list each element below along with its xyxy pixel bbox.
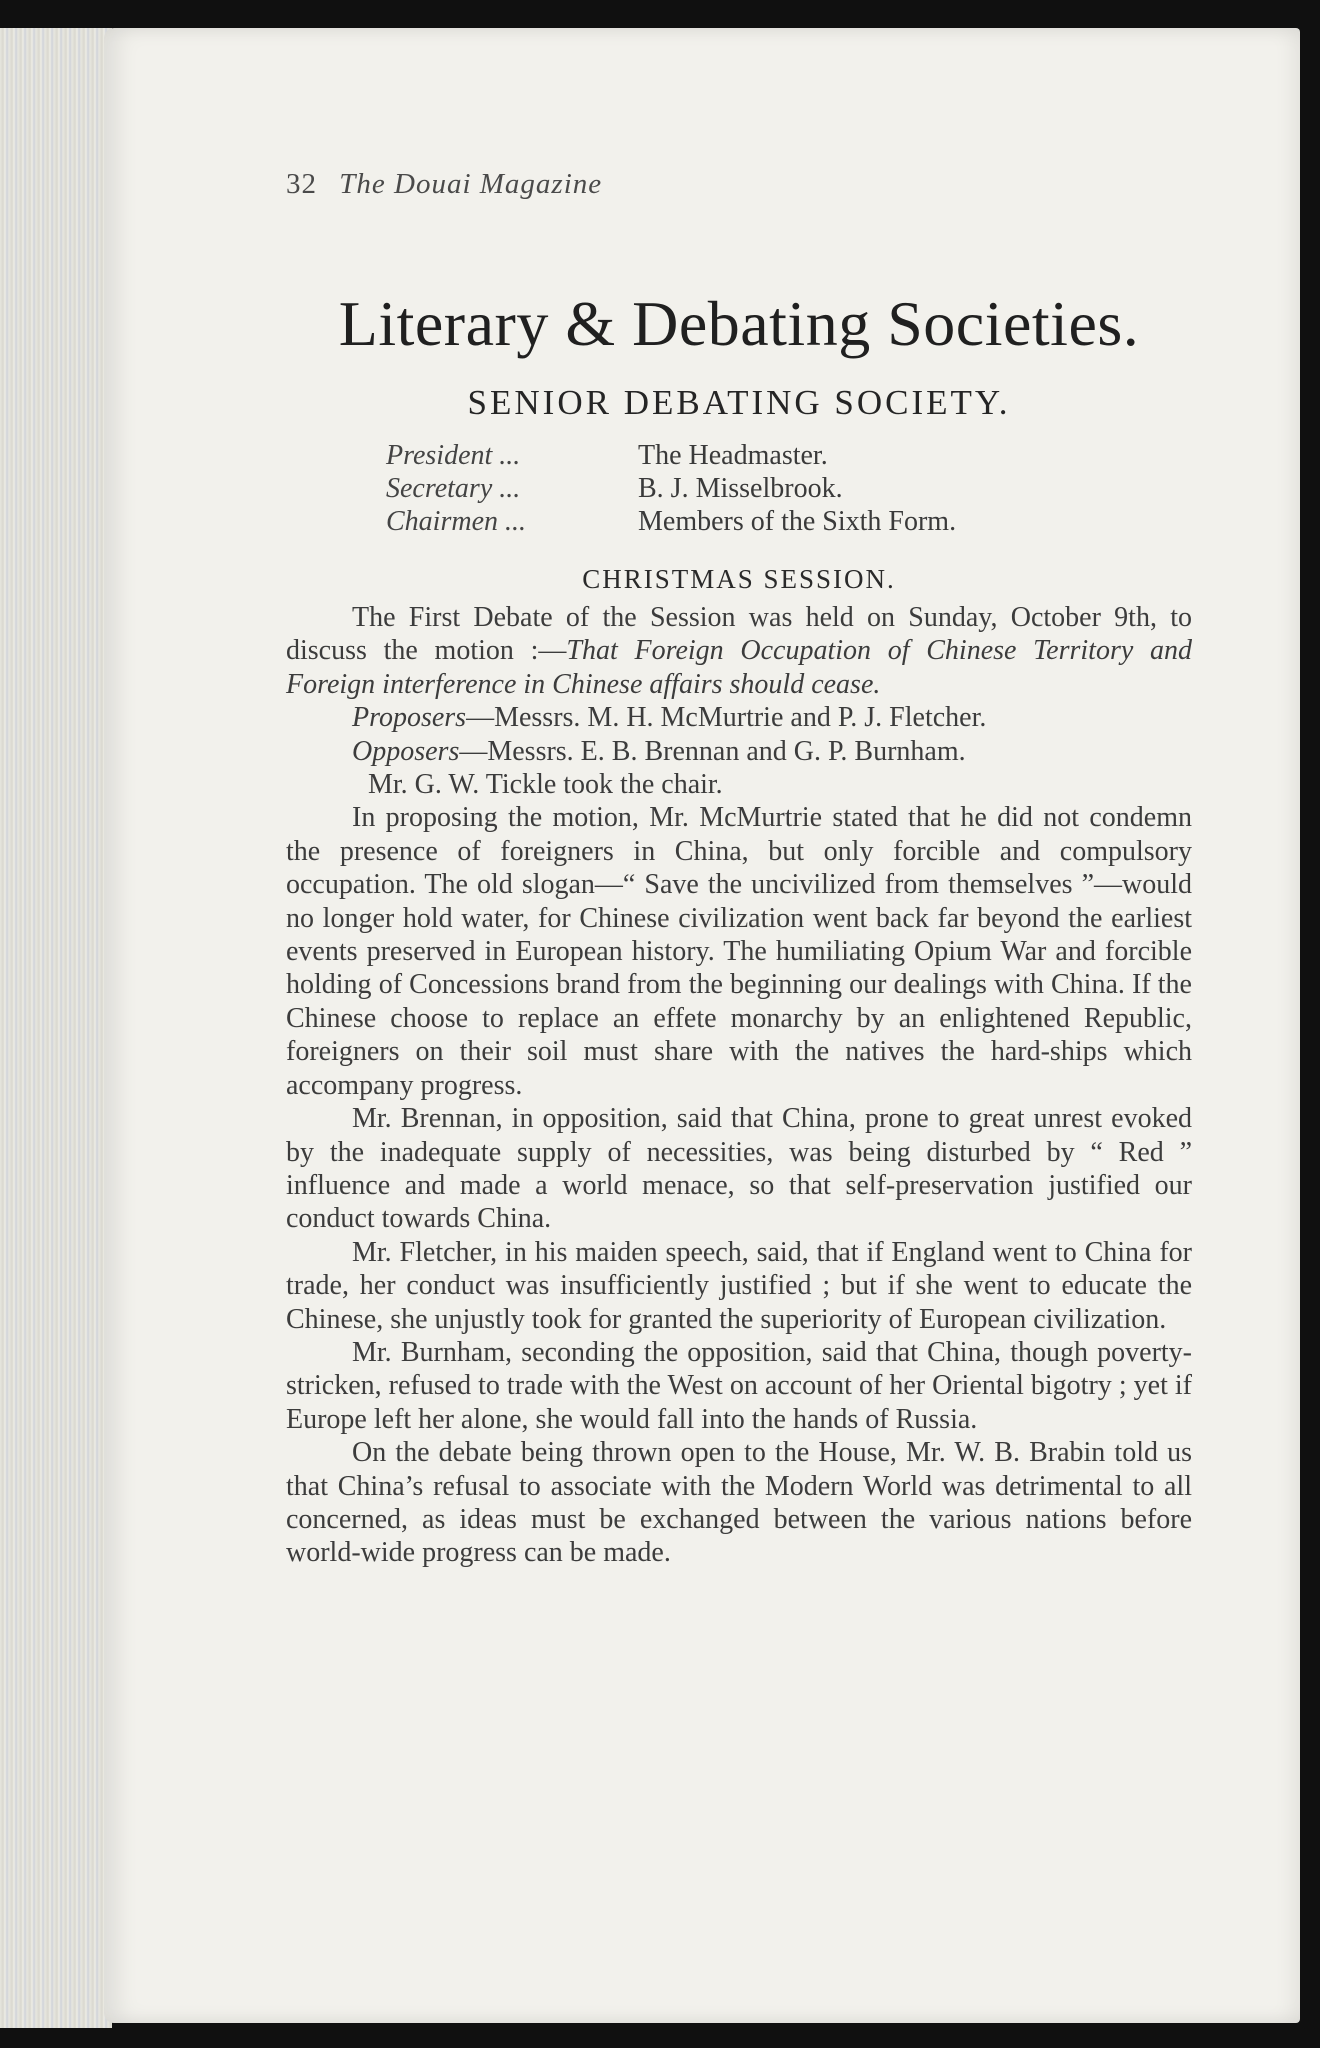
officer-row [386, 472, 1076, 505]
paragraph: On the debate being thrown open to the House, Mr. W. B. Brabin told us that China’s refusal to associate with the Modern World was detrimental to all concerned, as ideas must be exchanged between the various nations before world-wide progress can be made. [286, 1437, 1192, 1569]
officer-row [386, 505, 1076, 538]
officer-name: Members of the Sixth Form. [638, 506, 957, 537]
officer-role: President ... [386, 440, 521, 471]
officer-row [386, 439, 1076, 472]
magazine-page [104, 28, 1300, 2023]
proposers-names: —Messrs. M. H. McMurtrie and P. J. Fletcher. [466, 702, 987, 734]
officer-role: Secretary ... [386, 473, 521, 504]
proposers-label: Proposers [352, 702, 467, 734]
intro-text: The First Debate of the Session was held on Sunday, October 9th, to discuss the motion :— [286, 602, 1192, 667]
paragraph: Mr. Burnham, seconding the opposition, said that China, though poverty-stricken, refused to trade with the West on account of her Oriental bigotry ; yet if Europe left her alone, she would fall into the hands of Russia. [286, 1336, 1192, 1435]
chair-line: Mr. G. W. Tickle took the chair. [368, 769, 723, 801]
page-content [286, 168, 1192, 1570]
officer-role: Chairmen ... [386, 506, 526, 537]
page-number: 32 [286, 168, 317, 200]
proposers-line [286, 701, 1192, 734]
running-head [286, 168, 1192, 201]
magazine-title: The Douai Magazine [339, 168, 603, 200]
article-body [286, 601, 1192, 1570]
session-heading: CHRISTMAS SESSION. [582, 564, 896, 594]
opposers-line [286, 735, 1192, 768]
officers-list [386, 439, 1076, 538]
paragraph: Mr. Brennan, in opposition, said that China, prone to great unrest evoked by the inadequate supply of necessities, was being disturbed by “ Red ” influence and made a world menace, so that self-preservation justified our conduct towards China. [286, 1103, 1192, 1235]
paragraph: Mr. Fletcher, in his maiden speech, said, that if England went to China for trade, her conduct was insufficiently justified ; but if she went to educate the Chinese, she unjustly took for granted the superiority of European civilization. [286, 1236, 1192, 1335]
opposers-label: Opposers [352, 735, 460, 767]
officer-name: The Headmaster. [638, 440, 828, 471]
officer-name: B. J. Misselbrook. [638, 473, 843, 504]
opposers-names: —Messrs. E. B. Brennan and G. P. Burnham. [459, 735, 966, 767]
paragraph: In proposing the motion, Mr. McMurtrie stated that he did not condemn the presence of foreigners in China, but only forcible and compulsory occupation. The old slogan—“ Save the uncivilized from themselves ”—would no longer hold water, for Chinese civilization went back far beyond the earliest events preserved in European history. The humiliating Opium War and forcible holding of Concessions brand from the beginning our dealings with China. If the Chinese choose to replace an effete monarchy by an enlightened Republic, foreigners on their soil must share with the natives the hard-ships which accompany progress. [286, 802, 1192, 1101]
section-heading: SENIOR DEBATING SOCIETY. [467, 383, 1011, 422]
intro-paragraph [286, 601, 1192, 701]
article-title: Literary & Debating Societies. [338, 288, 1140, 359]
book-page-edges [0, 28, 112, 2028]
debate-motion: That Foreign Occupation of Chinese Territory and Foreign interference in Chinese affairs should cease. [286, 635, 1192, 700]
